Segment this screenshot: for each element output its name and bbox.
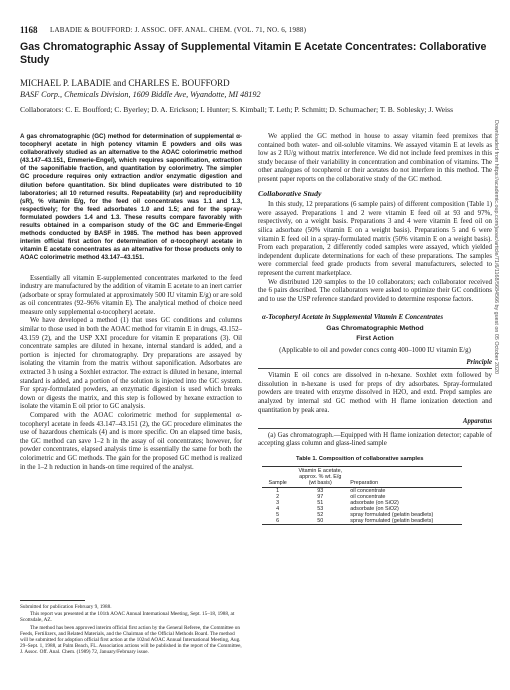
right-column [258,133,492,525]
running-head-text: LABADIE & BOUFFORD: J. ASSOC. OFF. ANAL. CHEM. (VOL. 71, NO. 6, 1988) [50,26,307,34]
footnote-approval: The method has been approved interim official first action by the General Referee, the Committee on Feeds, Fertilizers, and Related Materials, and the Chairman of the Official Methods Board. The method will be submitted for adoption official first action at the 102nd AOAC Annual International Meeting, Aug. 29–Sept. 1, 1988, at Palm Beach, FL. Association actions will be published in the report of the Committee, J. Assoc. Off. Anal. Chem. (1989) 72, January/February issue. [20,624,242,656]
collaborators-list: Collaborators: C. E. Boufford; C. Byerley; D. A. Erickson; I. Hunter; S. Kimball; T. Leth; P. Schmitt; D. Schumacher; T. B. Soblesky; J. Weiss [20,105,454,114]
cell-percent: 93 [317,487,324,494]
intro-paragraph-2: We have developed a method (1) that uses GC conditions and columns similar to those used in both the AOAC method for vitamin E in drugs, 43.152–43.159 (2), and the USP XXI procedure for vitamin E preparations (3). Oil concentrate samples are diluted in hexane, internal standard is added, and a portion is injected for chromatography. Dry preparations are assayed by isolating the vitamin from the matrix without saponification. Adsorbates are extracted 3 h using a Soxhlet extractor. The extract is diluted in hexane, internal standard is added, and a portion of the solution is injected into the GC system. For spray-formulated powders, an enzymatic digestion is used which breaks down or digests the matrix, and this step is followed by hexane extraction to isolate the vitamin E oil prior to GC analysis. [20,317,242,411]
cell-percent: 52 [317,512,324,519]
download-notice: Downloaded from https://academic.oup.com/jaoac/article/71/6/1168/5684566 by guest on 05 October 2020 [493,120,499,375]
body-paragraph-3: We distributed 120 samples to the 10 collaborators; each collaborator received the 6 pairs described. The collaborators were asked to optimize their GC conditions and to use the USP reference standard provided to determine response factors. [258,278,492,303]
cell-preparation: adsorbate (on SiO2) [350,506,399,513]
table-header-preparation: Preparation [347,466,462,487]
cell-preparation: spray formulated (gelatin beadlets) [350,512,434,519]
cell-preparation: oil concentrate [350,487,386,494]
cell-sample: 6 [262,518,293,525]
cell-percent: 97 [317,493,324,500]
principle-text: Vitamin E oil concs are dissolved in n-hexane. Soxhlet extn followed by dissolution in n-hexane is used for preps of dry adsorbates. Spray-formulated powders are treated with enzyme dissolved in H2O, and extd. Prepd samples are analyzed by internal std GC method with H flame ionization detection and quantitation by peak area. [258,372,492,414]
running-header [20,25,492,37]
cell-sample: 4 [276,506,280,513]
cell-percent: 53 [317,506,324,513]
cell-sample: 5 [276,512,280,519]
apparatus-heading: Apparatus [258,418,492,429]
apparatus-text: (a) Gas chromatograph.—Equipped with H flame ionization detector; capable of accepting glass column and glass-lined sample [258,431,492,448]
cell-preparation: oil concentrate [350,493,386,500]
table-row [262,518,462,525]
applicability-note: (Applicable to oil and powder concs contg 400–1000 IU vitamin E/g) [279,347,471,355]
collaborative-study-heading: Collaborative Study [258,188,322,198]
method-name: Gas Chromatographic Method [326,324,424,332]
intro-paragraph-3: Compared with the AOAC colorimetric method for supplemental α-tocopheryl acetate in feeds 43.147–43.151 (2), the GC procedure eliminates the use of hazardous chemicals (4) and is more specific. On an elapsed time basis, the GC method can save 1–2 h in the assay of oil concentrates; however, for powder concentrates, elapsed analysis time is essentially the same for both the colorimetric and GC methods. The gain for the proposed GC method is realized in the 1–2 h reduction in hands-on time required of the analyst. [20,412,242,471]
body-paragraph-2: In this study, 12 preparations (6 sample pairs) of different composition (Table 1) were assayed. Preparations 1 and 2 were vitamin E feed oil at 93 and 97%, respectively, on a weight basis. Preparations 3 and 4 were vitamin E feed oil on silica adsorbate (50% vitamin E on a weight basis). Preparations 5 and 6 were vitamin E feed oil in a spray-formulated matrix (50% vitamin E on a weight basis). From each preparation, 2 differently coded samples were assayed, which yielded independent duplicate determinations for each of these preparations. The samples were commercial feed grade products from several manufacturers, selected to represent the current marketplace. [258,201,492,277]
page-number: 1168 [20,25,38,35]
method-status: First Action [356,335,394,343]
cell-percent: 51 [317,500,324,507]
article-affiliation: BASF Corp., Chemicals Division, 1609 Biddle Ave, Wyandotte, MI 48192 [20,90,261,99]
footnote-presented: This report was presented at the 101th AOAC Annual International Meeting, Sept. 15–18, 1988, at Scottsdale, AZ. [20,611,235,624]
table-header-row [262,466,462,487]
table-header-sample: Sample [262,466,293,487]
table-row [262,487,462,494]
method-title: α-Tocopheryl Acetate in Supplemental Vitamin E Concentrates [262,313,444,322]
cell-sample: 3 [276,500,280,507]
article-title: Gas Chromatographic Assay of Supplemental Vitamin E Acetate Concentrates: Collaborative Study [20,41,487,66]
abstract: A gas chromatographic (GC) method for determination of supplemental α-tocopheryl acetate in high potency vitamin E powders and oils was collaboratively studied as an alternative to the AOAC colorimetric method (43.147–43.151, Emmerie-Engel), which requires saponification, extraction of the saponifiable fraction, and quantitation by colorimetry. The simpler GC procedure requires only extraction and/or enzymatic digestion and dilution before quantitation. Six blind duplicates were distributed to 10 laboratories; all 10 returned results. Repeatability (sr) and reproducibility (sR), % vitamin E/g, for the feed oil concentrates was 1.1 and 1.3, respectively; for the feed adsorbates 1.0 and 1.5; and for the spray-formulated powders 1.4 and 1.3. These results compare favorably with results obtained in a comparison study of the GC and Emmerie-Engel methods conducted by BASF in 1985. The method has been approved interim official first action for determination of α-tocopheryl acetate in vitamin E acetate concentrates as an alternative for those products only to AOAC colorimetric method 43.147–43.151. [20,133,242,262]
table-title: Table 1. Composition of collaborative samples [296,456,424,462]
cell-sample: 2 [276,493,280,500]
cell-preparation: adsorbate (on SiO2) [350,500,399,507]
cell-percent: 50 [293,518,347,525]
intro-paragraph-1: Essentially all vitamin E-supplemented concentrates marketed to the feed industry are manufactured by the addition of vitamin E acetate to an inert carrier (adsorbate or spray formulated at approximately 500 IU vitamin E/g) or are sold as oil concentrates (92–96% vitamin E). The analytical method of choice need measure only supplemental α-tocopheryl acetate. [20,274,242,316]
principle-heading: Principle [258,359,492,370]
footnote-submitted: Submitted for publication February 9, 1988. [20,604,112,610]
download-watermark [492,120,504,580]
table-header-vitamin: Vitamin E acetate, approx. % wt. E/g (wt basis) [293,466,347,487]
footnotes [20,600,242,657]
left-column [20,133,242,472]
cell-preparation: spray formulated (gelatin beadlets) [347,518,462,525]
body-paragraph-1: We applied the GC method in house to assay vitamin feed premixes that contained both water- and oil-soluble vitamins. We assayed vitamin E at levels as low as 2 IU/g without matrix interference. We did not include feed premixes in this study because of their variability in concentration and combination of vitamins. The other analogues of tocopherol or their acetates do not interfere in this method. The present paper reports on the collaborative study of the GC method. [258,133,492,183]
cell-sample: 1 [276,487,280,494]
article-authors: MICHAEL P. LABADIE and CHARLES E. BOUFFORD [20,78,230,88]
footnote-rule [20,600,85,601]
samples-table [262,466,462,526]
